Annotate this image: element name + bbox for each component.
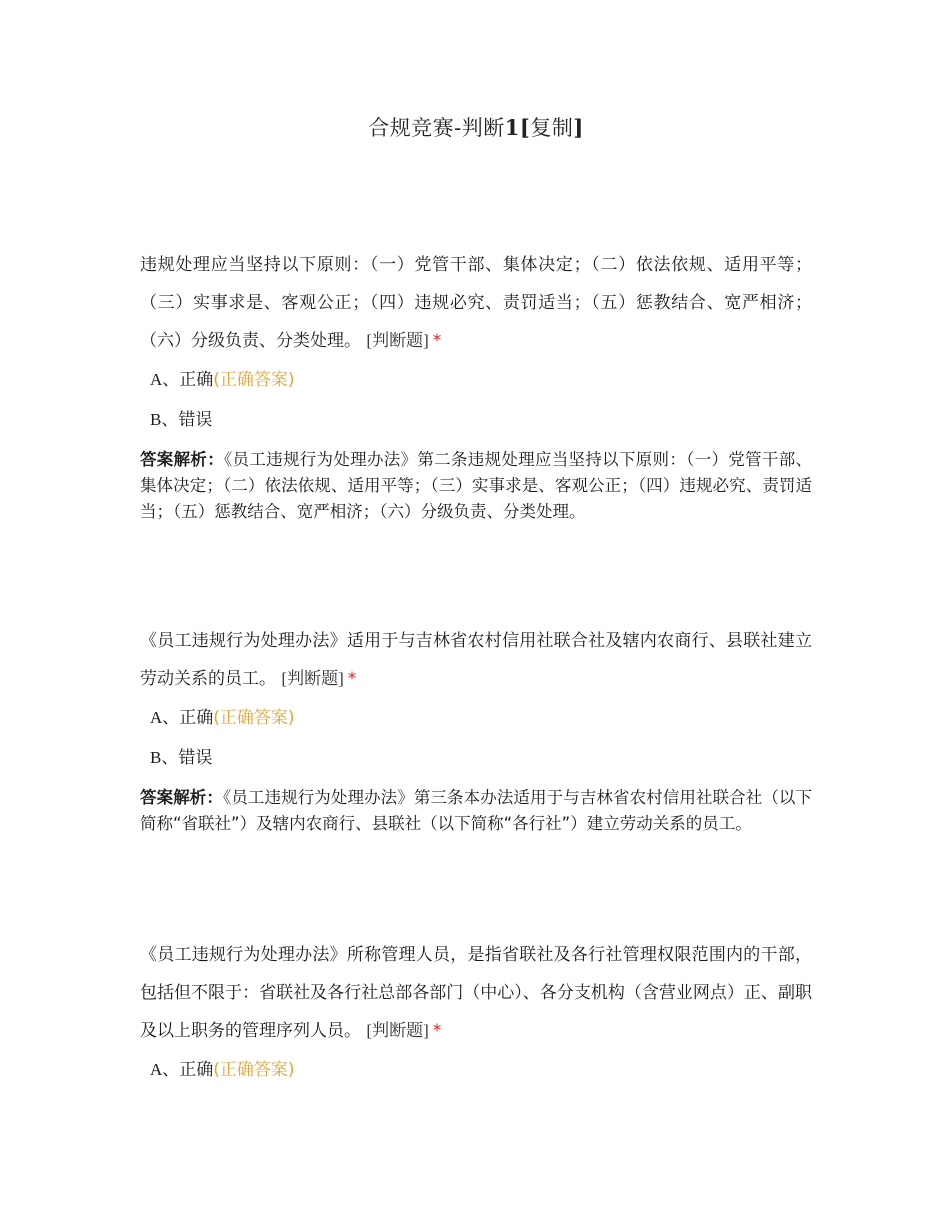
answer-analysis [140, 785, 812, 837]
question-text: 违规处理应当坚持以下原则：（一）党管干部、集体决定；（二）依法依规、适用平等；（三）实事求是、客观公正；（四）违规必究、责罚适当；（五）惩教结合、宽严相济；（六）分级负责、分类处理。 [判断题] * [140, 255, 812, 351]
option-a-label: 正确 [179, 708, 214, 728]
question-type: [判断题] [281, 669, 344, 688]
required-mark: * [432, 1021, 442, 1041]
question-type: [判断题] [366, 1021, 429, 1040]
question-2 [140, 622, 812, 837]
analysis-label: 答案解析： [140, 450, 224, 469]
question-text: 《员工违规行为处理办法》适用于与吉林省农村信用社联合社及辖内农商行、县联社建立劳动关系的员工。 [判断题] * [140, 631, 812, 689]
option-b[interactable]: B、 错误 [150, 410, 213, 430]
option-b-label: 错误 [178, 410, 213, 430]
option-a-label: 正确 [179, 370, 214, 390]
option-a[interactable]: A、 正确 (正确答案) [150, 708, 295, 728]
option-a[interactable]: A、 正确 (正确答案) [150, 1060, 295, 1080]
correct-answer-tag: (正确答案) [213, 1060, 295, 1080]
analysis-label: 答案解析： [140, 788, 223, 807]
analysis-text: 《员工违规行为处理办法》第二条违规处理应当坚持以下原则：（一）党管干部、集体决定；（二）依法依规、适用平等；（三）实事求是、客观公正；（四）违规必究、责罚适当；（五）惩教结合、宽严相济；（六）分级负责、分类处理。 [140, 450, 813, 521]
required-mark: * [347, 669, 357, 689]
option-b[interactable]: B、 错误 [150, 748, 213, 768]
correct-answer-tag: (正确答案) [213, 370, 295, 390]
correct-answer-tag: (正确答案) [213, 708, 295, 728]
option-a[interactable]: A、 正确 (正确答案) [150, 370, 295, 390]
document-title: 合规竞赛-判断1[复制] [368, 115, 584, 140]
option-b-label: 错误 [178, 748, 213, 768]
question-3 [140, 936, 812, 1090]
analysis-text: 《员工违规行为处理办法》第三条本办法适用于与吉林省农村信用社联合社（以下简称“省联社”）及辖内农商行、县联社（以下简称“各行社”）建立劳动关系的员工。 [140, 788, 812, 833]
option-a-label: 正确 [179, 1060, 214, 1080]
question-1 [140, 246, 812, 525]
required-mark: * [432, 331, 442, 351]
question-type: [判断题] [366, 331, 429, 350]
answer-analysis [140, 447, 812, 525]
question-text: 《员工违规行为处理办法》所称管理人员，是指省联社及各行社管理权限范围内的干部，包括但不限于：省联社及各行社总部各部门（中心）、各分支机构（含营业网点）正、副职及以上职务的管理序列人员。 [判断题] * [140, 945, 812, 1041]
